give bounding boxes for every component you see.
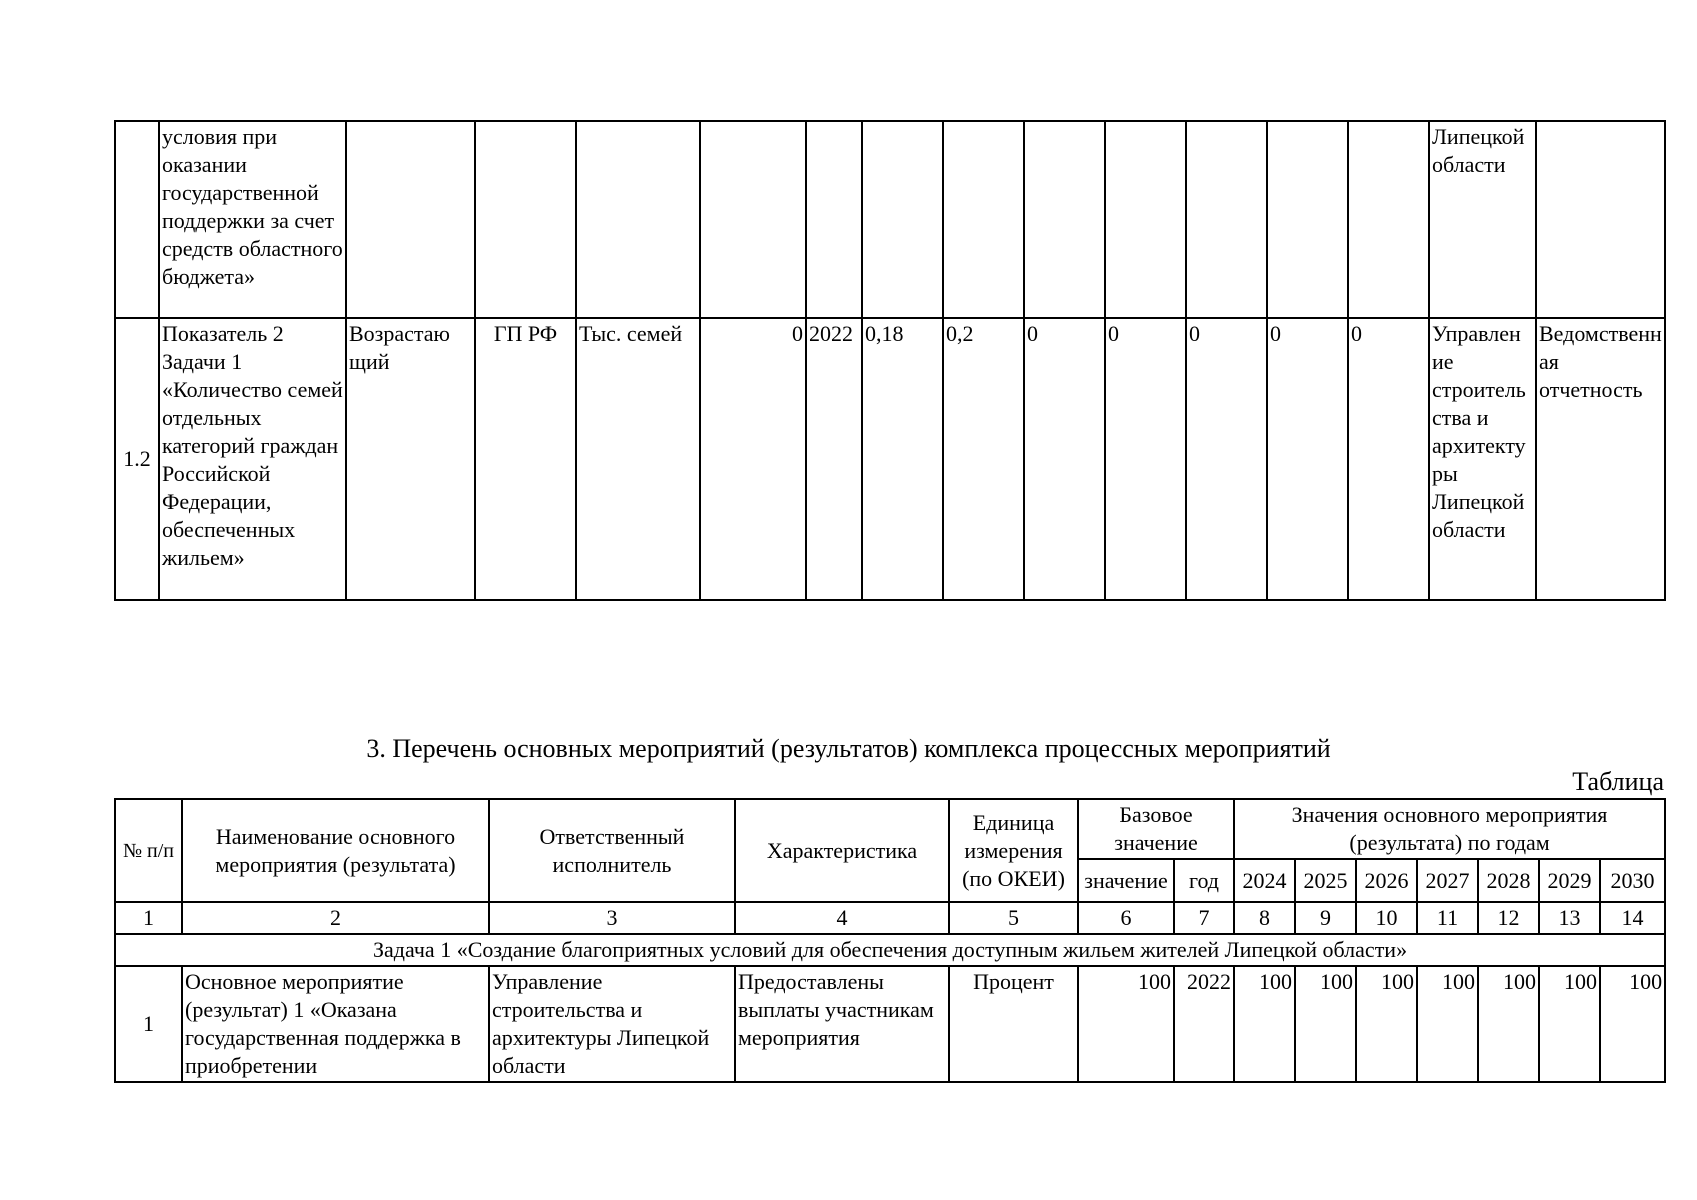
- column-number: 9: [1295, 902, 1356, 934]
- indicator-responsible: Управлен ие строитель ства и архитекту ры Липецкой области: [1429, 318, 1536, 600]
- indicator-name: условия при оказании государственной поддержки за счет средств областного бюджета»: [159, 121, 346, 318]
- activity-base-value: 100: [1078, 966, 1174, 1082]
- indicator-value: 0,2: [943, 318, 1024, 600]
- header-responsible: Ответственный исполнитель: [489, 799, 735, 902]
- header-year: 2030: [1600, 859, 1665, 902]
- indicators-table: [114, 120, 1666, 601]
- header-name: Наименование основного мероприятия (результата): [182, 799, 489, 902]
- indicator-trend: Возрастаю щий: [346, 318, 475, 600]
- column-number: 2: [182, 902, 489, 934]
- activity-base-year: 2022: [1174, 966, 1234, 1082]
- activity-value: 100: [1295, 966, 1356, 1082]
- header-year: 2029: [1539, 859, 1600, 902]
- activity-value: 100: [1234, 966, 1295, 1082]
- activities-table: [114, 798, 1666, 1083]
- column-number-row: [115, 902, 1665, 934]
- column-number: 11: [1417, 902, 1478, 934]
- header-year: 2028: [1478, 859, 1539, 902]
- table-row: [115, 966, 1665, 1082]
- column-number: 1: [115, 902, 182, 934]
- activity-unit: Процент: [949, 966, 1078, 1082]
- header-year: 2025: [1295, 859, 1356, 902]
- column-number: 3: [489, 902, 735, 934]
- activity-characteristic: Предоставлены выплаты участникам мероприятия: [735, 966, 949, 1082]
- header-num: № п/п: [115, 799, 182, 902]
- table-row: [115, 318, 1665, 600]
- activity-value: 100: [1539, 966, 1600, 1082]
- header-base-value: значение: [1078, 859, 1174, 902]
- header-year: 2026: [1356, 859, 1417, 902]
- task-row: [115, 934, 1665, 966]
- indicator-name: Показатель 2 Задачи 1 «Количество семей отдельных категорий граждан Российской Федерации, обеспеченных жильем»: [159, 318, 346, 600]
- indicator-source: Ведомственн ая отчетность: [1536, 318, 1665, 600]
- table-label: Таблица: [1572, 767, 1664, 796]
- activity-responsible: Управление строительства и архитектуры Липецкой области: [489, 966, 735, 1082]
- activity-name: Основное мероприятие (результат) 1 «Оказана государственная поддержка в приобретении: [182, 966, 489, 1082]
- column-number: 10: [1356, 902, 1417, 934]
- task-title: Задача 1 «Создание благоприятных условий для обеспечения доступным жильем жителей Липецкой области»: [115, 934, 1665, 966]
- indicator-value: 0: [1024, 318, 1105, 600]
- indicator-value: 0,18: [862, 318, 943, 600]
- header-unit: Единица измерения (по ОКЕИ): [949, 799, 1078, 902]
- header-values-by-year: Значения основного мероприятия (результата) по годам: [1234, 799, 1665, 859]
- column-number: 14: [1600, 902, 1665, 934]
- indicator-base-year: 2022: [806, 318, 862, 600]
- header-year: 2027: [1417, 859, 1478, 902]
- indicator-unit: Тыс. семей: [576, 318, 700, 600]
- column-number: 12: [1478, 902, 1539, 934]
- column-number: 5: [949, 902, 1078, 934]
- activity-value: 100: [1356, 966, 1417, 1082]
- header-characteristic: Характеристика: [735, 799, 949, 902]
- indicator-value: 0: [1186, 318, 1267, 600]
- header-base: Базовое значение: [1078, 799, 1234, 859]
- indicator-number: 1.2: [115, 318, 159, 600]
- indicator-value: 0: [1105, 318, 1186, 600]
- section-heading: 3. Перечень основных мероприятий (результатов) комплекса процессных мероприятий: [366, 734, 1331, 763]
- activity-number: 1: [115, 966, 182, 1082]
- activity-value: 100: [1478, 966, 1539, 1082]
- indicator-base-value: 0: [700, 318, 806, 600]
- activity-value: 100: [1417, 966, 1478, 1082]
- column-number: 7: [1174, 902, 1234, 934]
- table-header-row: [115, 799, 1665, 859]
- activity-value: 100: [1600, 966, 1665, 1082]
- indicator-value: 0: [1348, 318, 1429, 600]
- column-number: 13: [1539, 902, 1600, 934]
- header-base-year: год: [1174, 859, 1234, 902]
- indicator-level: ГП РФ: [475, 318, 576, 600]
- indicator-value: 0: [1267, 318, 1348, 600]
- table-row: [115, 121, 1665, 318]
- indicator-responsible: Липецкой области: [1429, 121, 1536, 318]
- column-number: 6: [1078, 902, 1174, 934]
- column-number: 4: [735, 902, 949, 934]
- header-year: 2024: [1234, 859, 1295, 902]
- column-number: 8: [1234, 902, 1295, 934]
